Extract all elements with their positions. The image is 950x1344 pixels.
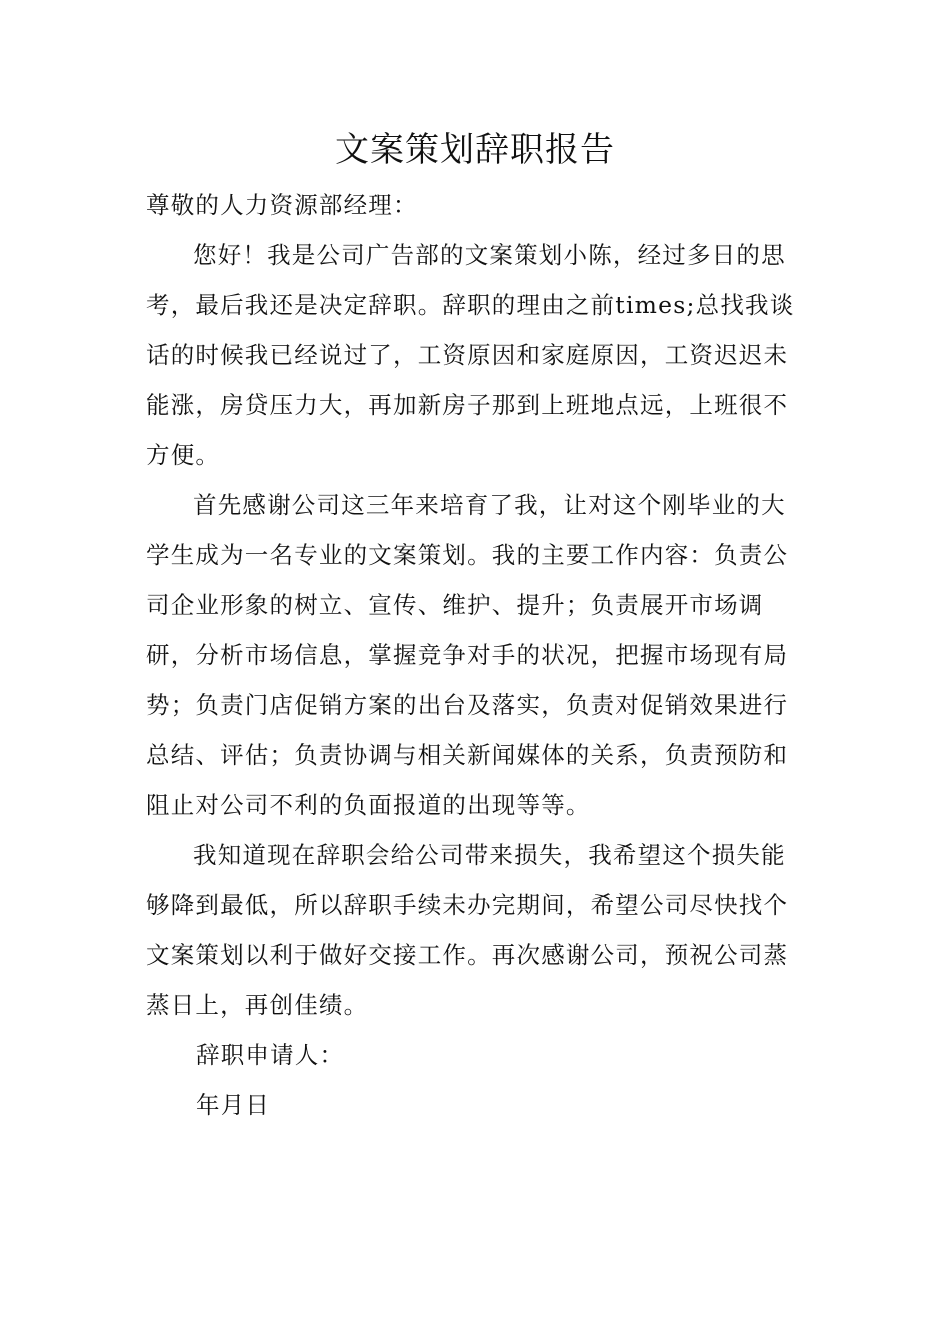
paragraph-2: 首先感谢公司这三年来培育了我，让对这个刚毕业的大学生成为一名专业的文案策划。我的主要工作内容：负责公司企业形象的树立、宣传、维护、提升；负责展开市场调研，分析市场信息，掌握竞争对手的状况，把握市场现有局势；负责门店促销方案的出台及落实，负责对促销效果进行总结、评估；负责协调与相关新闻媒体的关系，负责预防和阻止对公司不利的负面报道的出现等等。 (146, 491, 789, 819)
paragraph-1: 您好！我是公司广告部的文案策划小陈，经过多日的思考，最后我还是决定辞职。辞职的理由之前times;总找我谈话的时候我已经说过了，工资原因和家庭原因，工资迟迟未能涨，房贷压力大，再加新房子那到上班地点远，上班很不方便。 (146, 241, 795, 469)
paragraph-3: 我知道现在辞职会给公司带来损失，我希望这个损失能够降到最低，所以辞职手续未办完期间，希望公司尽快找个文案策划以利于做好交接工作。再次感谢公司，预祝公司蒸蒸日上，再创佳绩。 (146, 841, 789, 1019)
document-title: 文案策划辞职报告 (335, 130, 615, 170)
date-label: 年月日 (196, 1091, 271, 1119)
signature-label: 辞职申请人： (196, 1041, 345, 1069)
document-body (146, 180, 808, 1130)
salutation: 尊敬的人力资源部经理： (146, 191, 418, 219)
